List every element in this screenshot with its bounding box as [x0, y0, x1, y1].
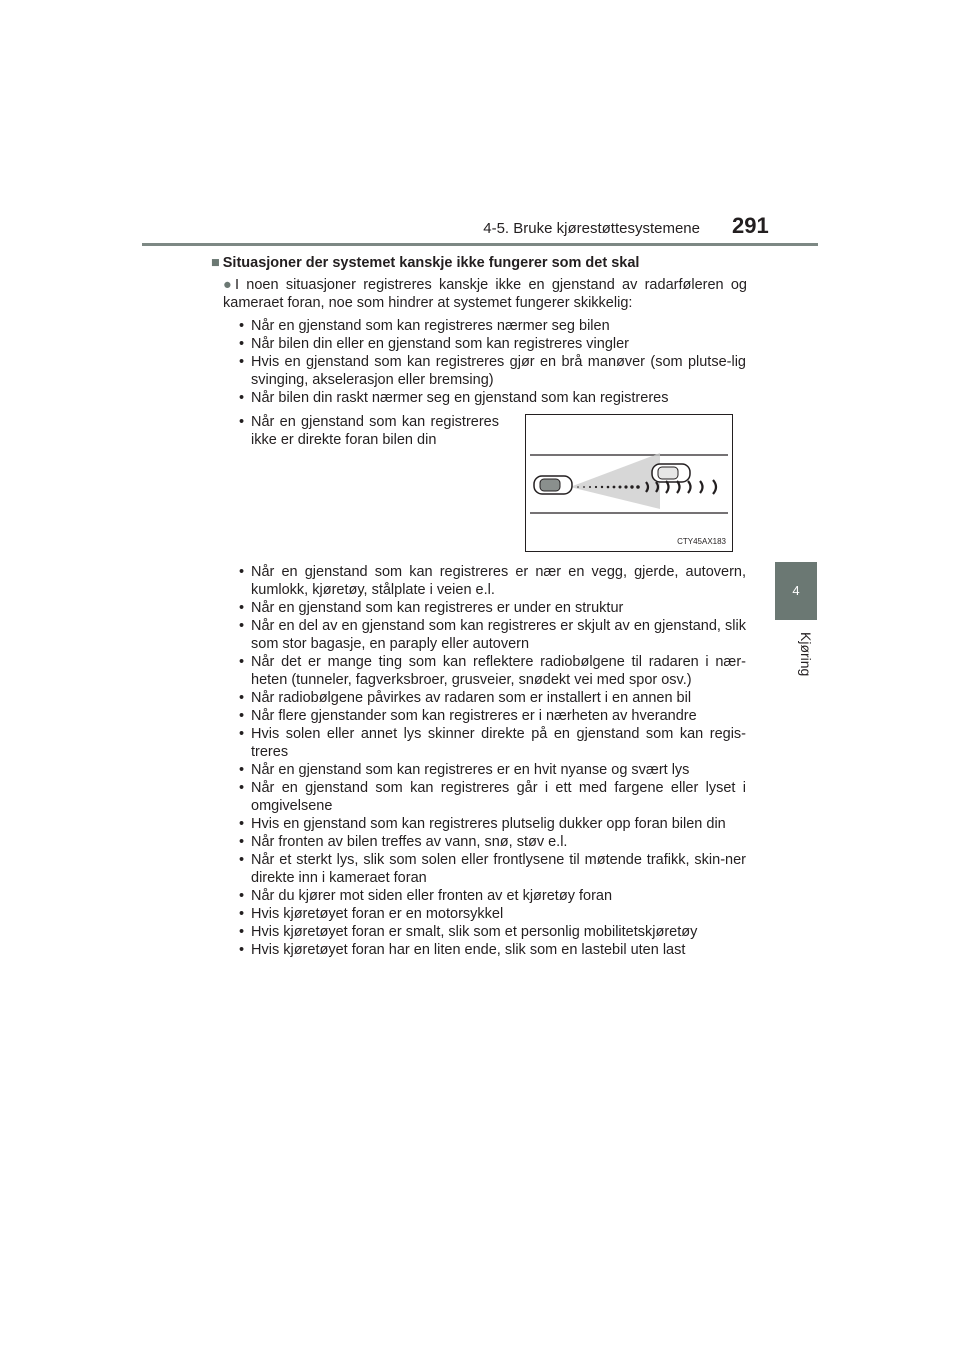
circle-bullet-icon: ● — [223, 277, 235, 293]
list-item: • Når bilen din raskt nærmer seg en gjenstand som kan registreres — [239, 389, 746, 407]
header-divider — [142, 243, 818, 246]
list-item: • Når flere gjenstander som kan registreres er i nærheten av hverandre — [239, 707, 746, 725]
chapter-label: Kjøring — [798, 632, 814, 677]
intro-text: I noen situasjoner registreres kanskje ikke en gjenstand av radarføleren og kameraet foran, noe som hindrer at systemet fungerer skikkelig: — [223, 277, 747, 311]
list-item: • Hvis en gjenstand som kan registreres gjør en brå manøver (som plutse-lig svinging, akselerasjon eller bremsing) — [239, 353, 746, 389]
list-item: • Når en gjenstand som kan registreres er en hvit nyanse og svært lys — [239, 761, 746, 779]
square-bullet-icon: ■ — [211, 255, 220, 271]
section-heading-text: Situasjoner der systemet kanskje ikke fungerer som det skal — [222, 255, 640, 271]
list-item: • Hvis solen eller annet lys skinner direkte på en gjenstand som kan regis-treres — [239, 725, 746, 761]
bullet-list-b — [239, 413, 499, 449]
illustration-radar-offset-vehicle — [525, 414, 733, 552]
list-item: • Når en gjenstand som kan registreres ikke er direkte foran bilen din — [239, 413, 499, 449]
chapter-tab — [775, 562, 817, 620]
figure-code: CTY45AX183 — [677, 537, 726, 546]
list-item: • Når en gjenstand som kan registreres er nær en vegg, gjerde, autovern, kumlokk, kjøretøy, stålplate i veien e.l. — [239, 563, 746, 599]
list-item: • Når det er mange ting som kan reflektere radiobølgene til radaren i nær-heten (tunneler, fagverksbroer, grusveier, snødekt vei med spor osv.) — [239, 653, 746, 689]
radar-diagram — [526, 415, 732, 551]
list-item: • Når et sterkt lys, slik som solen eller frontlysene til møtende trafikk, skin-ner direkte inn i kameraet foran — [239, 851, 746, 887]
chapter-number: 4 — [792, 583, 800, 598]
section-heading — [211, 255, 639, 271]
list-item: • Hvis kjøretøyet foran har en liten ende, slik som en lastebil uten last — [239, 941, 746, 959]
list-item: • Når bilen din eller en gjenstand som kan registreres vingler — [239, 335, 746, 353]
running-header: 4-5. Bruke kjørestøttesystemene — [483, 220, 700, 237]
list-item: • Hvis kjøretøyet foran er smalt, slik som et personlig mobilitetskjøretøy — [239, 923, 746, 941]
bullet-list-a — [239, 317, 746, 407]
list-item: • Når en gjenstand som kan registreres går i ett med fargene eller lyset i omgivelsene — [239, 779, 746, 815]
list-item: • Hvis en gjenstand som kan registreres plutselig dukker opp foran bilen din — [239, 815, 746, 833]
bullet-list-c — [239, 563, 746, 959]
list-item: • Når en gjenstand som kan registreres er under en struktur — [239, 599, 746, 617]
list-item: • Når du kjører mot siden eller fronten av et kjøretøy foran — [239, 887, 746, 905]
radar-beam — [570, 453, 660, 509]
list-item: • Når fronten av bilen treffes av vann, snø, støv e.l. — [239, 833, 746, 851]
list-item: • Når en del av en gjenstand som kan registreres er skjult av en gjenstand, slik som stor bagasje, en paraply eller autovern — [239, 617, 746, 653]
list-item: • Når radiobølgene påvirkes av radaren som er installert i en annen bil — [239, 689, 746, 707]
intro-paragraph — [223, 276, 747, 312]
page-number: 291 — [732, 213, 769, 238]
own-car-icon — [534, 476, 572, 494]
detected-car-icon — [652, 464, 690, 482]
list-item: • Når en gjenstand som kan registreres nærmer seg bilen — [239, 317, 746, 335]
list-item: • Hvis kjøretøyet foran er en motorsykkel — [239, 905, 746, 923]
